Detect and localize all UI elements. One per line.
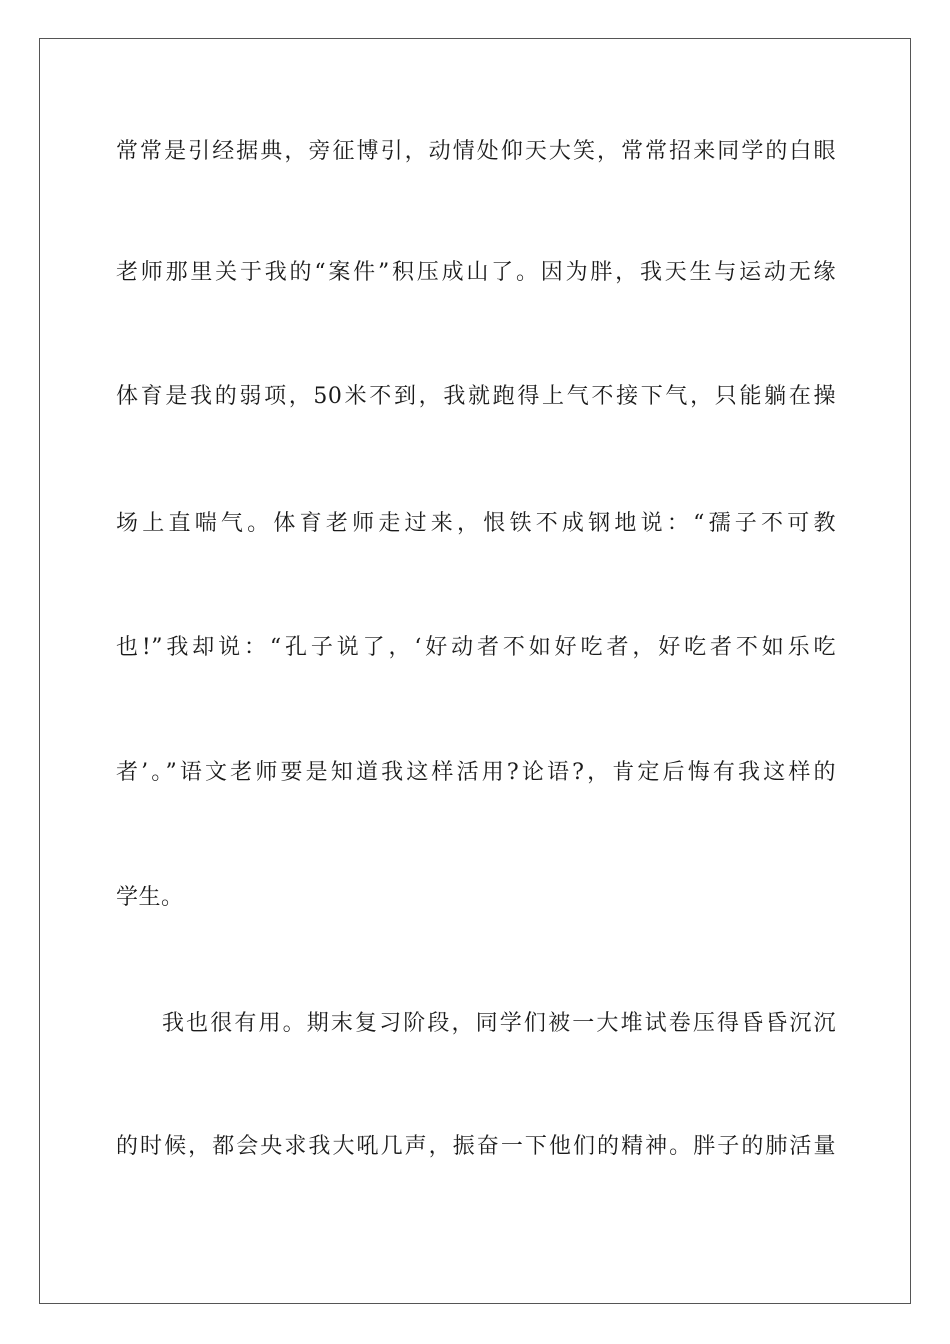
paragraph-first-line: 我也很有用。期末复习阶段，同学们被一大堆试卷压得昏昏沉沉	[162, 1011, 836, 1036]
paragraph-line: 老师那里关于我的“案件”积压成山了。因为胖，我天生与运动无缘	[116, 260, 836, 285]
paragraph-line: 体育是我的弱项，50米不到，我就跑得上气不接下气，只能躺在操	[116, 384, 836, 409]
page-border	[39, 38, 911, 1304]
paragraph-line: 也!”我却说：“孔子说了，‘好动者不如好吃者，好吃者不如乐吃	[116, 635, 836, 660]
paragraph-line: 的时候，都会央求我大吼几声，振奋一下他们的精神。胖子的肺活量	[116, 1134, 836, 1159]
paragraph-line: 者’。”语文老师要是知道我这样活用?论语?，肯定后悔有我这样的	[116, 760, 836, 785]
paragraph-line: 场上直喘气。体育老师走过来，恨铁不成钢地说：“孺子不可教	[116, 511, 836, 536]
paragraph-line: 学生。	[116, 885, 184, 910]
paragraph-line: 常常是引经据典，旁征博引，动情处仰天大笑，常常招来同学的白眼	[116, 139, 836, 164]
